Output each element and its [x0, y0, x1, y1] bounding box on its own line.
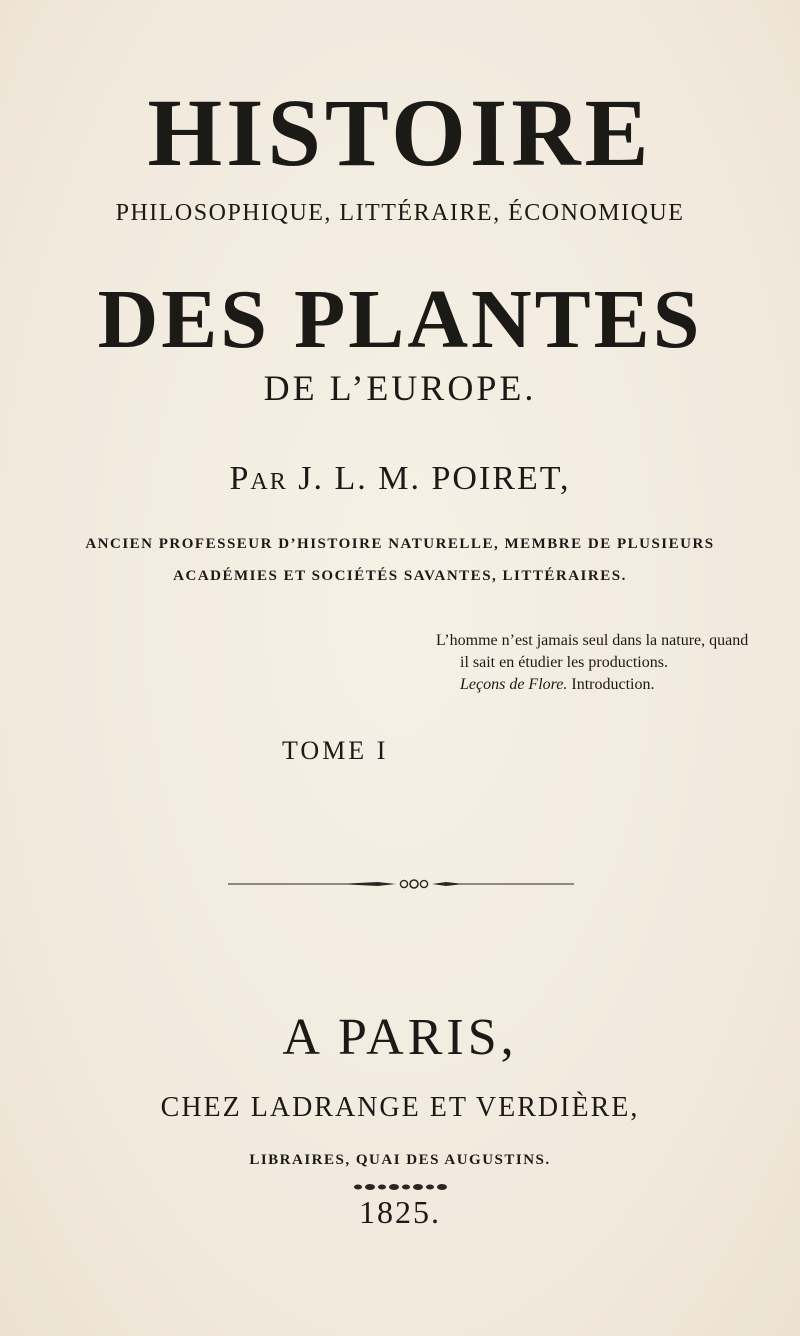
volume-label: TOME I	[282, 736, 389, 765]
epigraph-source-rest: Introduction.	[571, 676, 655, 693]
author-prefix: Par	[229, 460, 288, 497]
small-ornament	[352, 1182, 450, 1192]
epigraph-line-2: il sait en étudier les productions.	[460, 654, 668, 671]
imprint-address: LIBRAIRES, QUAI DES AUGUSTINS.	[249, 1152, 551, 1168]
author-line	[0, 458, 800, 500]
book-title-plants: DES PLANTES	[97, 273, 703, 366]
book-title-region: DE L’EUROPE.	[263, 368, 537, 408]
book-subtitle: PHILOSOPHIQUE, LITTÉRAIRE, ÉCONOMIQUE	[115, 200, 685, 226]
author-name: J. L. M. POIRET,	[298, 460, 571, 497]
book-title-main: HISTOIRE	[147, 79, 653, 186]
ornamental-rule-divider	[228, 878, 574, 890]
author-credentials-line-1: ANCIEN PROFESSEUR D’HISTOIRE NATURELLE, MEMBRE DE PLUSIEURS	[85, 536, 715, 552]
author-credentials-line-2: ACADÉMIES ET SOCIÉTÉS SAVANTES, LITTÉRAIRES.	[173, 568, 627, 584]
imprint-publisher: CHEZ LADRANGE ET VERDIÈRE,	[160, 1092, 640, 1123]
imprint-year: 1825.	[359, 1194, 441, 1230]
epigraph-source	[436, 674, 776, 696]
epigraph-line-1: L’homme n’est jamais seul dans la nature, quand	[436, 632, 749, 649]
imprint-city: A PARIS,	[282, 1009, 518, 1066]
epigraph-source-title: Leçons de Flore.	[460, 676, 568, 693]
epigraph	[436, 630, 776, 696]
